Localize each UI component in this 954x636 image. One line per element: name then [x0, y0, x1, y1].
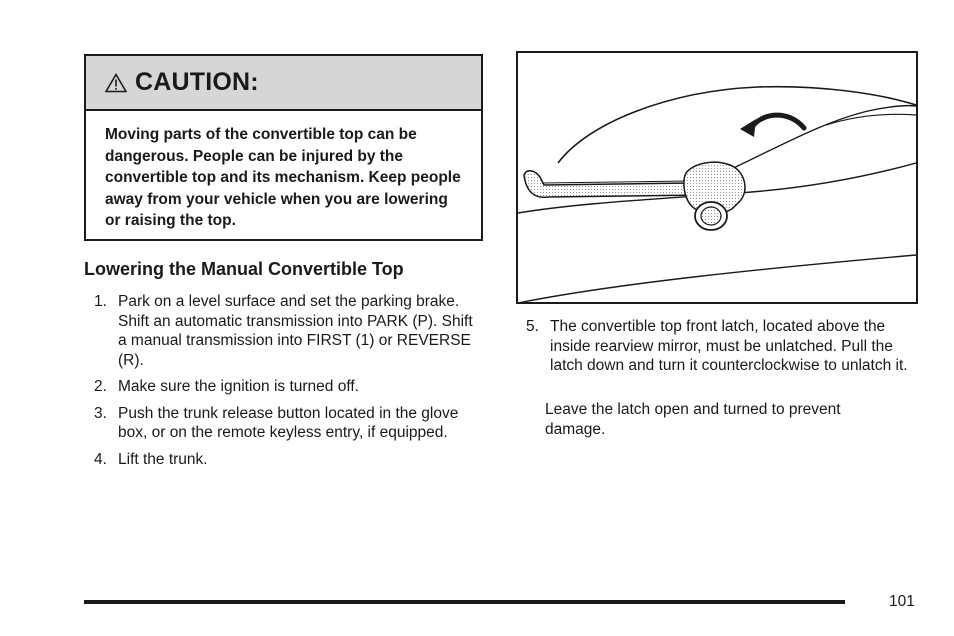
step-number: 1.	[94, 293, 107, 310]
step-text: Make sure the ignition is turned off.	[118, 378, 359, 395]
list-item	[84, 292, 484, 370]
list-item	[84, 404, 484, 443]
warning-triangle-icon	[105, 73, 127, 93]
convertible-latch-figure	[516, 51, 918, 304]
caution-box	[84, 54, 483, 241]
note-text: Leave the latch open and turned to prevent damage.	[545, 401, 841, 438]
list-item	[516, 317, 926, 376]
caution-text: Moving parts of the convertible top can be dangerous. People can be injured by the convertible top and its mechanism. Keep people away from your vehicle when you are lowering or raising the top.	[105, 126, 461, 229]
step-5	[516, 317, 926, 383]
list-item	[84, 377, 484, 397]
step-text: The convertible top front latch, located above the inside rearview mirror, must be unlatched. Pull the latch down and turn it counterclockwise to unlatch it.	[550, 318, 908, 374]
section-heading: Lowering the Manual Convertible Top	[84, 259, 404, 279]
caution-title: CAUTION:	[135, 68, 259, 96]
caution-header	[86, 56, 481, 111]
step-text: Lift the trunk.	[118, 450, 208, 468]
step-number: 2.	[94, 378, 107, 395]
step-number: 3.	[94, 404, 107, 422]
step-text: Push the trunk release button located in the glove box, or on the remote keyless entry, if equipped.	[118, 404, 459, 441]
step-number: 5.	[526, 318, 539, 335]
page-number: 101	[889, 593, 915, 610]
convertible-latch-illustration	[518, 53, 916, 302]
footer-rule	[84, 600, 845, 604]
steps-list	[84, 292, 484, 476]
list-item	[84, 450, 484, 470]
step-text: Park on a level surface and set the parking brake. Shift an automatic transmission into PARK (P). Shift a manual transmission into FIRST (1) or REVERSE (R).	[118, 293, 473, 369]
step-number: 4.	[94, 450, 107, 468]
